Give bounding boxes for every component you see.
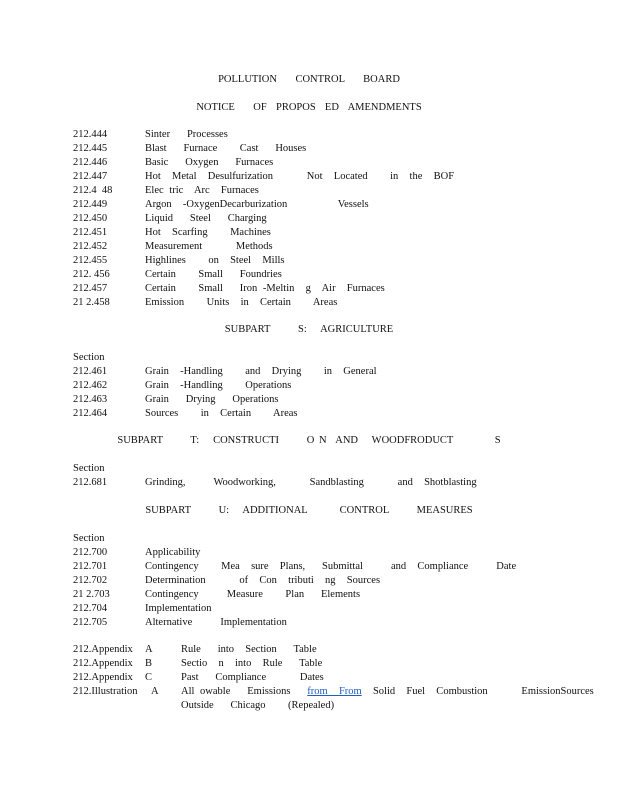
- section-title: Emission Units in Certain Areas: [145, 297, 338, 308]
- section-list-u: [73, 532, 517, 630]
- section-number: 212.461: [73, 366, 108, 377]
- illustration-row: [73, 685, 594, 713]
- section-title: Applicability: [145, 547, 201, 558]
- section-number: 212.451: [73, 227, 108, 238]
- section-title: Argon -OxygenDecarburization Vessels: [145, 199, 369, 210]
- section-title: Grain Drying Operations: [145, 394, 279, 405]
- section-title: Grain -Handling and Drying in General: [145, 366, 377, 377]
- section-number: 212.449: [73, 199, 108, 210]
- section-title: Basic Oxygen Furnaces: [145, 157, 274, 168]
- appendix-number: 212.Appendix: [73, 658, 133, 669]
- subpart-t-heading: SUBPART T: CONSTRUCTI O N AND WOODFRODUCT S: [117, 435, 501, 446]
- section-number: 21 2.458: [73, 297, 110, 308]
- section-title: Contingency Measure Plan Elements: [145, 589, 361, 600]
- appendix-row: [73, 657, 323, 671]
- appendix-number: 212.Appendix: [73, 644, 133, 655]
- section-title: Elec tric Arc Furnaces: [145, 185, 259, 196]
- section-label: Section: [73, 352, 105, 363]
- appendix-list: [73, 643, 594, 713]
- section-number: 212.681: [73, 477, 108, 488]
- section-title: Sources in Certain Areas: [145, 408, 298, 419]
- section-title: Sinter Processes: [145, 129, 228, 140]
- section-title: Hot Metal Desulfurization Not Located in the BOF: [145, 171, 455, 182]
- section-title: Determination of Con tributi ng Sources: [145, 575, 381, 586]
- section-row: [73, 560, 517, 574]
- section-number: 212.705: [73, 617, 108, 628]
- section-title: Contingency Mea sure Plans, Submittal and Compliance Date: [145, 561, 517, 572]
- document-title: POLLUTION CONTROL BOARD: [218, 74, 400, 85]
- section-number: 212. 456: [73, 269, 110, 280]
- section-title: Blast Furnace Cast Houses: [145, 143, 307, 154]
- appendix-letter: A: [145, 644, 153, 655]
- section-title: Certain Small Foundries: [145, 269, 282, 280]
- illustration-continuation: Outside Chicago (Repealed): [181, 700, 335, 711]
- section-title: Liquid Steel Charging: [145, 213, 267, 224]
- section-number: 212.464: [73, 408, 108, 419]
- section-title: Measurement Methods: [145, 241, 273, 252]
- section-row: [73, 574, 381, 588]
- section-title: Highlines on Steel Mills: [145, 255, 285, 266]
- appendix-row: [73, 671, 324, 685]
- illustration-title-end: Solid Fuel Combustion EmissionSources: [361, 686, 594, 697]
- section-number: 212.700: [73, 547, 108, 558]
- section-title: Certain Small Iron -Meltin g Air Furnaces: [145, 283, 385, 294]
- section-number: 212.450: [73, 213, 108, 224]
- section-row: [73, 365, 377, 379]
- section-number: 212.4 48: [73, 185, 113, 196]
- section-number: 212.463: [73, 394, 108, 405]
- section-title: Implementation: [145, 603, 212, 614]
- appendix-letter: C: [145, 672, 153, 683]
- section-row: [73, 379, 292, 393]
- notice-subtitle: NOTICE OF PROPOS ED AMENDMENTS: [196, 102, 422, 113]
- illustration-number: 212.Illustration: [73, 686, 138, 697]
- appendix-title: Sectio n into Rule Table: [181, 658, 323, 669]
- section-row: [73, 546, 201, 560]
- section-title: Hot Scarfing Machines: [145, 227, 271, 238]
- section-number: 212.462: [73, 380, 108, 391]
- section-number: 212.444: [73, 129, 108, 140]
- illustration-title: [181, 685, 594, 699]
- appendix-letter: B: [145, 658, 153, 669]
- section-label: Section: [73, 463, 105, 474]
- illustration-title-start: All owable Emissions: [181, 686, 308, 697]
- section-label: Section: [73, 533, 105, 544]
- appendix-number: 212.Appendix: [73, 672, 133, 683]
- section-number: 212.457: [73, 283, 108, 294]
- subpart-s-heading: SUBPART S: AGRICULTURE: [224, 324, 394, 335]
- appendix-title: Past Compliance Dates: [181, 672, 324, 683]
- section-number: 212.445: [73, 143, 108, 154]
- section-row: [73, 476, 477, 490]
- illustration-letter: A: [151, 686, 159, 697]
- section-title: Grain -Handling Operations: [145, 380, 292, 391]
- appendix-title: Rule into Section Table: [181, 644, 317, 655]
- section-title: Grinding, Woodworking, Sandblasting and Shotblasting: [145, 477, 477, 488]
- subpart-u-heading: SUBPART U: ADDITIONAL CONTROL MEASURES: [145, 505, 473, 516]
- section-number: 21 2.703: [73, 589, 110, 600]
- section-number: 212.446: [73, 157, 108, 168]
- inserted-text-link[interactable]: from From: [307, 686, 362, 697]
- section-row: [73, 393, 279, 407]
- section-title: Alternative Implementation: [145, 617, 287, 628]
- section-number: 212.704: [73, 603, 108, 614]
- section-row: [73, 588, 361, 602]
- section-row: [73, 602, 212, 616]
- section-row: [73, 407, 298, 421]
- section-row: [73, 616, 287, 630]
- section-list-t: [73, 462, 477, 490]
- section-number: 212.455: [73, 255, 108, 266]
- appendix-row: [73, 643, 317, 657]
- section-list-s: [73, 351, 377, 421]
- section-number: 212.702: [73, 575, 108, 586]
- section-number: 212.701: [73, 561, 108, 572]
- section-number: 212.452: [73, 241, 108, 252]
- section-number: 212.447: [73, 171, 108, 182]
